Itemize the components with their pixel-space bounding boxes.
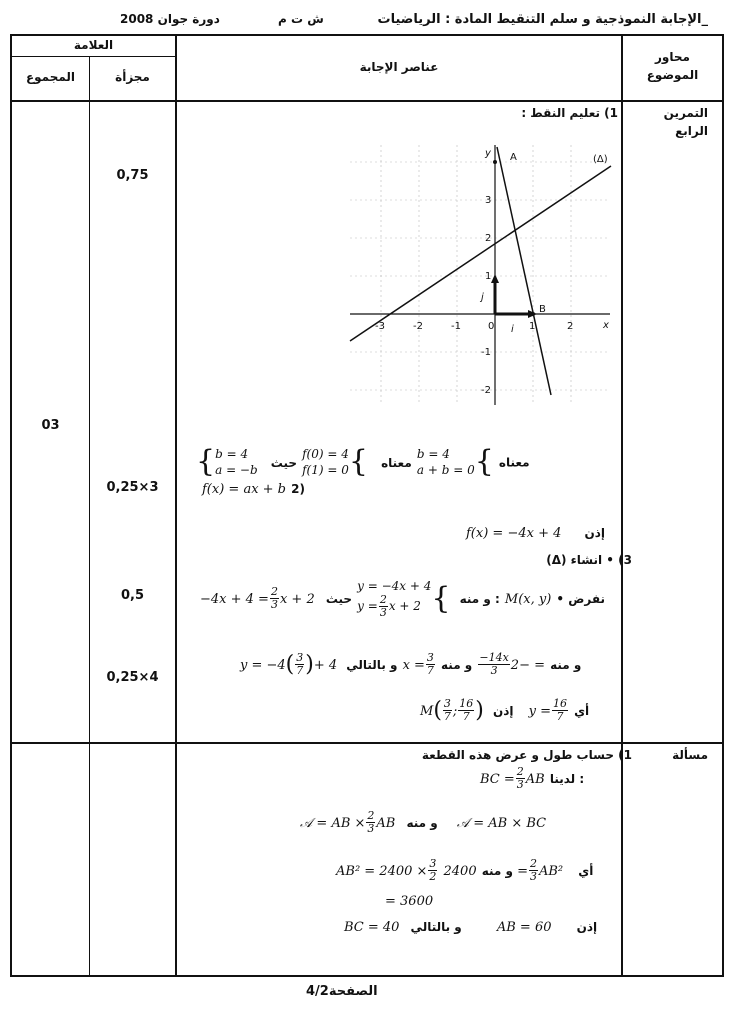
problem-line-4: [344, 916, 620, 935]
where-label: حيث: [270, 455, 298, 470]
function-definition: f(x) = ax + b: [202, 482, 287, 497]
fraction-denominator: 2: [429, 870, 437, 883]
equation-left: 2400 =: [443, 864, 528, 879]
x-axis-label: x: [603, 320, 609, 331]
partial-mark-3: 0,5: [120, 588, 145, 603]
fraction-denominator: 7: [426, 664, 434, 677]
system-2-row-2: a + b = 0: [416, 463, 475, 477]
fraction-denominator: 3: [367, 822, 375, 835]
problem-question-1: 1) حساب طول و عرض هذه القطعة: [421, 748, 632, 762]
fraction-denominator: 3: [516, 778, 524, 791]
equation-right: x + 2: [279, 592, 315, 607]
exercise-title-line2: الرابع: [675, 124, 708, 138]
area-expression-2: 𝒜 = AB ×: [300, 816, 366, 831]
where-label: حيث :: [325, 592, 500, 606]
y-tick-label: 2: [485, 233, 492, 244]
y-tick-label: -2: [481, 385, 491, 396]
page-number: الصفحة4/2: [306, 984, 378, 999]
x-tick-label: -3: [375, 321, 385, 332]
fraction-denominator: 7: [556, 710, 564, 723]
question-3-line-2: y = −4( $\frac{3}{7}$ )+ 4 و بالتالي x = $\frac{3}{7}$ و منه = −2 $\frac{-14x}{3}$ و منه: [240, 651, 582, 677]
y-axis-label: y: [485, 148, 491, 159]
equation-left: −4x + 4 =: [200, 592, 269, 607]
problem-line-3: [336, 858, 620, 883]
means-label: معناه: [381, 455, 412, 470]
fraction-numerator: 16: [552, 697, 567, 710]
then-label: إذن: [584, 526, 605, 540]
y-tick-label: 1: [485, 271, 492, 282]
fraction-denominator: 3: [270, 598, 278, 611]
area-expression-1: 𝒜 = AB × BC: [456, 816, 547, 831]
x-tick-label: -2: [413, 321, 423, 332]
x-tick-label: 1: [529, 321, 536, 332]
suppose-label: • نفرض: [556, 592, 606, 606]
system-1-row-1: f(0) = 4: [302, 447, 349, 461]
y-expression-left: y = −4: [240, 658, 286, 673]
fraction-numerator: 2: [367, 809, 375, 822]
exercise-title-line1: التمرين: [663, 106, 708, 120]
and-from-label: و منه: [481, 864, 513, 878]
partial-mark-2: 0,25×3: [106, 480, 159, 495]
question-2-line: {b = 4 a = −b معناه {b = 4 a + b = 0 معناه {f(0) = 4 f(1) = 0 حيث f(x) = ax + b 2): [196, 444, 530, 497]
partial-header: مجزأة: [115, 70, 150, 84]
equation-right: AB²: [538, 864, 564, 879]
question-3-line-3: M( $\frac{3}{7}$ ; $\frac{16}{7}$ ) إذن y = $\frac{16}{7}$ أي: [420, 697, 590, 723]
thus-label: و بالتالي: [410, 920, 462, 934]
unit-j-label: j: [481, 292, 484, 303]
question-3-line-1: −4x + 4 = $\frac{2}{3}$ x + 2 و منه {y = −4x + 4 y = $\frac{2}{3}$ x + 2 حيث : M(x, y) • نفرض: [200, 579, 606, 619]
and-from-label: و منه: [550, 658, 582, 672]
then-label: إذن: [492, 704, 514, 718]
system-3-row-2: a = −b: [215, 463, 258, 477]
point-m: M(x, y): [504, 592, 552, 607]
axes-header-line1: محاور: [655, 50, 690, 64]
fraction-denominator: 7: [296, 664, 304, 677]
point-a-label: A: [510, 152, 517, 163]
y-tick-label: 3: [485, 195, 492, 206]
function-result: f(x) = −4x + 4: [466, 526, 562, 541]
system-2-row-1: b = 4: [416, 447, 450, 461]
exam-code: ش ت م: [278, 12, 324, 26]
delta-label: (Δ): [593, 154, 608, 165]
bc-expression-end: AB: [525, 772, 545, 787]
y-expression-end: + 4: [313, 658, 338, 673]
coordinate-graph: [345, 140, 615, 410]
fraction-numerator: 2: [270, 585, 278, 598]
then-label: إذن: [576, 920, 598, 934]
and-from-label: و منه: [459, 592, 491, 606]
ab-result: AB = 60: [496, 920, 552, 935]
fraction-numerator: 3: [429, 857, 437, 870]
y-tick-label: -1: [481, 347, 491, 358]
bc-result: BC = 40: [344, 920, 400, 935]
fraction-numerator: 3: [443, 697, 451, 710]
system-row-2-right: x + 2: [388, 599, 421, 613]
fraction-denominator: 7: [443, 710, 451, 723]
x-tick-label: -1: [451, 321, 461, 332]
question-2-number: 2): [291, 482, 305, 496]
fraction-denominator: 7: [462, 710, 470, 723]
point-m-result: M: [420, 704, 434, 719]
fraction-numerator: −14x: [479, 651, 509, 664]
axes-header-line2: الموضوع: [646, 68, 699, 82]
problem-line-2: [300, 810, 620, 835]
we-have-label: لدينا :: [549, 772, 585, 786]
fraction-numerator: 3: [426, 651, 434, 664]
question-2-result: [466, 522, 605, 541]
fraction-numerator: 2: [379, 593, 387, 606]
thus-label: و بالتالي: [346, 658, 398, 672]
fraction-denominator: 3: [529, 870, 537, 883]
system-row-1: y = −4x + 4: [357, 579, 432, 593]
partial-mark-1: 0,75: [116, 168, 149, 183]
fraction-numerator: 16: [459, 697, 474, 710]
ie-label: أي: [578, 864, 594, 878]
x-expression: x =: [402, 658, 425, 673]
system-1-row-2: f(1) = 0: [302, 463, 349, 477]
equation-right: = −2: [510, 658, 545, 673]
question-3-title: 3) • انشاء (Δ): [546, 553, 632, 567]
unit-i-label: i: [511, 324, 514, 335]
system-row-2-left: y =: [357, 599, 378, 613]
means-label: معناه: [498, 455, 530, 470]
x-tick-label: 2: [567, 321, 574, 332]
page-header-title: _الإجابة النموذجية و سلم التنقيط المادة : الرياضيات: [377, 12, 708, 27]
origin-label: 0: [488, 321, 495, 332]
question-1-title: 1) تعليم النقط :: [521, 106, 618, 120]
system-3-row-1: b = 4: [215, 447, 249, 461]
fraction-numerator: 3: [296, 651, 304, 664]
bc-expression: BC =: [480, 772, 515, 787]
and-from-label: و منه: [406, 816, 438, 830]
answer-elements-header: عناصر الإجابة: [359, 60, 439, 74]
fraction-numerator: 2: [529, 857, 537, 870]
y-result: y =: [528, 704, 551, 719]
fraction-denominator: 3: [490, 664, 498, 677]
exam-session: دورة جوان 2008: [120, 12, 220, 26]
area-expression-2-end: AB: [376, 816, 396, 831]
problem-line-1: [480, 766, 620, 791]
exercise-total-mark: 03: [41, 418, 60, 433]
mark-header: العلامة: [73, 38, 114, 52]
problem-result-3600: = 3600: [385, 894, 434, 909]
ie-label: أي: [574, 704, 590, 718]
total-header: المجموع: [25, 70, 76, 84]
ab-squared-expression: AB² = 2400 ×: [336, 864, 428, 879]
partial-mark-4: 0,25×4: [106, 670, 159, 685]
fraction-numerator: 2: [516, 765, 524, 778]
point-b-label: B: [539, 304, 546, 315]
fraction-denominator: 3: [379, 606, 387, 619]
problem-title: مسألة: [672, 748, 708, 762]
and-from-label: و منه: [441, 658, 473, 672]
